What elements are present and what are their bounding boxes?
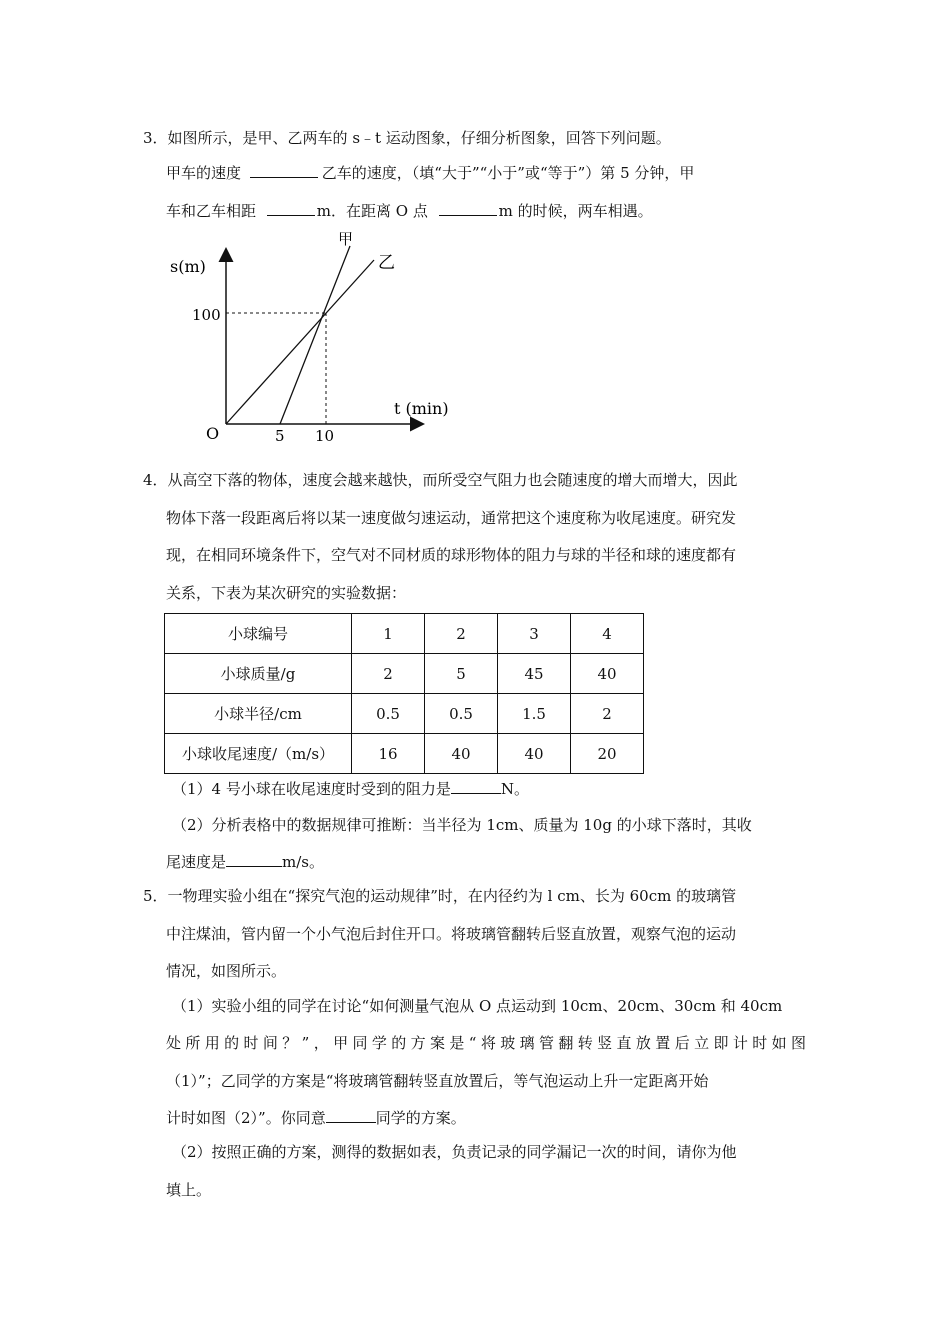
x-axis-label: t (min) <box>394 399 449 418</box>
q4-line-4 <box>166 583 406 603</box>
q4-text-1: 从高空下落的物体，速度会越来越快，而所受空气阻力也会随速度的增大而增大，因此 <box>167 471 738 489</box>
q3-line-3-b: m．在距离 O 点 <box>316 202 428 220</box>
q5-part-2-line-1 <box>172 1142 737 1162</box>
table-cell: 小球收尾速度/（m/s） <box>165 734 352 774</box>
table-cell: 5 <box>425 654 498 694</box>
table-cell: 45 <box>498 654 571 694</box>
q3-stem: 如图所示，是甲、乙两车的 s﹣t 运动图象，仔细分析图象，回答下列问题。 <box>167 129 671 147</box>
q3-line-2-a: 甲车的速度 <box>166 164 242 182</box>
q5-part-1-text-1: （1）实验小组的同学在讨论“如何测量气泡从 O 点运动到 10cm、20cm、30cm 和 40cm <box>172 997 783 1015</box>
label-jia: 甲 <box>338 230 354 248</box>
table-cell: 0.5 <box>425 694 498 734</box>
table-cell: 1.5 <box>498 694 571 734</box>
q5-line-2 <box>166 924 736 944</box>
q3-line-3 <box>166 201 653 221</box>
q5-part-1-text-4a: 计时如图（2）”。你同意 <box>166 1109 326 1127</box>
q3-line-3-c: m 的时候，两车相遇。 <box>498 202 653 220</box>
q4-part-1-b: N。 <box>500 780 529 798</box>
q4-text-2: 物体下落一段距离后将以某一速度做匀速运动，通常把这个速度称为收尾速度。研究发 <box>166 509 737 527</box>
table-cell: 小球质量/g <box>165 654 352 694</box>
table-cell: 2 <box>425 614 498 654</box>
table-cell: 40 <box>425 734 498 774</box>
y-tick-100: 100 <box>192 306 221 324</box>
q3-line-2 <box>166 163 694 183</box>
q4-text-3: 现，在相同环境条件下，空气对不同材质的球形物体的阻力与球的半径和球的速度都有 <box>166 546 737 564</box>
table-cell: 小球半径/cm <box>165 694 352 734</box>
q3-blank-1[interactable] <box>250 163 318 178</box>
table-cell: 20 <box>571 734 644 774</box>
table-cell: 0.5 <box>352 694 425 734</box>
ball-data-table <box>164 613 644 774</box>
q4-part-2-line-2 <box>166 852 324 872</box>
table-row <box>165 654 644 694</box>
table-cell: 1 <box>352 614 425 654</box>
y-axis-label: s(m) <box>170 257 206 276</box>
q4-part-2-b: 尾速度是 <box>166 853 227 871</box>
table-cell: 3 <box>498 614 571 654</box>
line-jia <box>280 246 350 424</box>
table-row <box>165 694 644 734</box>
q4-number: 4． <box>143 471 168 489</box>
table-cell: 2 <box>352 654 425 694</box>
q5-part-1-text-3: （1）”；乙同学的方案是“将玻璃管翻转竖直放置后，等气泡运动上升一定距离开始 <box>166 1072 709 1090</box>
q5-line-3 <box>166 961 286 981</box>
q4-part-1-a: （1）4 号小球在收尾速度时受到的阻力是 <box>172 780 451 798</box>
q5-part-1-line-1 <box>172 996 782 1016</box>
q5-part-2-line-2 <box>166 1180 211 1200</box>
q4-part-2 <box>172 815 752 835</box>
line-yi <box>226 260 374 424</box>
table-cell: 16 <box>352 734 425 774</box>
label-yi: 乙 <box>378 253 395 273</box>
table-cell: 40 <box>571 654 644 694</box>
table-cell: 小球编号 <box>165 614 352 654</box>
q3-line-2-b: 乙车的速度，（填“大于”“小于”或“等于”）第 5 分钟，甲 <box>321 164 695 182</box>
q5-part-1-text-4b: 同学的方案。 <box>375 1109 466 1127</box>
q3-blank-3[interactable] <box>439 201 497 216</box>
q5-text-3: 情况，如图所示。 <box>166 962 287 980</box>
q5-part-1-line-3 <box>166 1071 708 1091</box>
q4-text-4: 关系，下表为某次研究的实验数据： <box>166 584 407 602</box>
q3-number: 3． <box>143 129 168 147</box>
q3-blank-2[interactable] <box>267 201 315 216</box>
table-cell: 2 <box>571 694 644 734</box>
origin-label: O <box>206 424 220 443</box>
q5-part-2-text-2: 填上。 <box>166 1181 212 1199</box>
q5-part-1-text-2: 处所用的时间？”，甲同学的方案是“将玻璃管翻转竖直放置后立即计时如图 <box>166 1034 806 1052</box>
table-row <box>165 614 644 654</box>
q4-line-3 <box>166 545 736 565</box>
q4-blank-2[interactable] <box>226 852 282 867</box>
q5-part-1-line-2 <box>166 1033 806 1053</box>
table-cell: 40 <box>498 734 571 774</box>
q4-line-1 <box>143 470 738 490</box>
x-tick-10: 10 <box>315 427 335 445</box>
q5-number: 5． <box>143 887 168 905</box>
q5-text-2: 中注煤油，管内留一个小气泡后封住开口。将玻璃管翻转后竖直放置，观察气泡的运动 <box>166 925 737 943</box>
q5-text-1: 一物理实验小组在“探究气泡的运动规律”时，在内径约为 l cm、长为 60cm 的玻璃管 <box>167 887 737 905</box>
st-graph <box>160 228 449 450</box>
table-row <box>165 734 644 774</box>
q5-part-1-line-4 <box>166 1108 466 1128</box>
q4-line-2 <box>166 508 736 528</box>
table-cell: 4 <box>571 614 644 654</box>
q3-line-1 <box>143 128 671 148</box>
q4-part-2-a: （2）分析表格中的数据规律可推断：当半径为 1cm、质量为 10g 的小球下落时，其收 <box>172 816 752 834</box>
q5-part-2-text-1: （2）按照正确的方案，测得的数据如表，负责记录的同学漏记一次的时间，请你为他 <box>172 1143 737 1161</box>
q4-blank-1[interactable] <box>451 779 501 794</box>
q4-part-2-c: m/s。 <box>282 853 324 871</box>
q5-blank-1[interactable] <box>326 1108 376 1123</box>
q3-line-3-a: 车和乙车相距 <box>166 202 257 220</box>
q5-line-1 <box>143 886 736 906</box>
q4-part-1 <box>172 779 529 799</box>
x-tick-5: 5 <box>275 427 285 445</box>
